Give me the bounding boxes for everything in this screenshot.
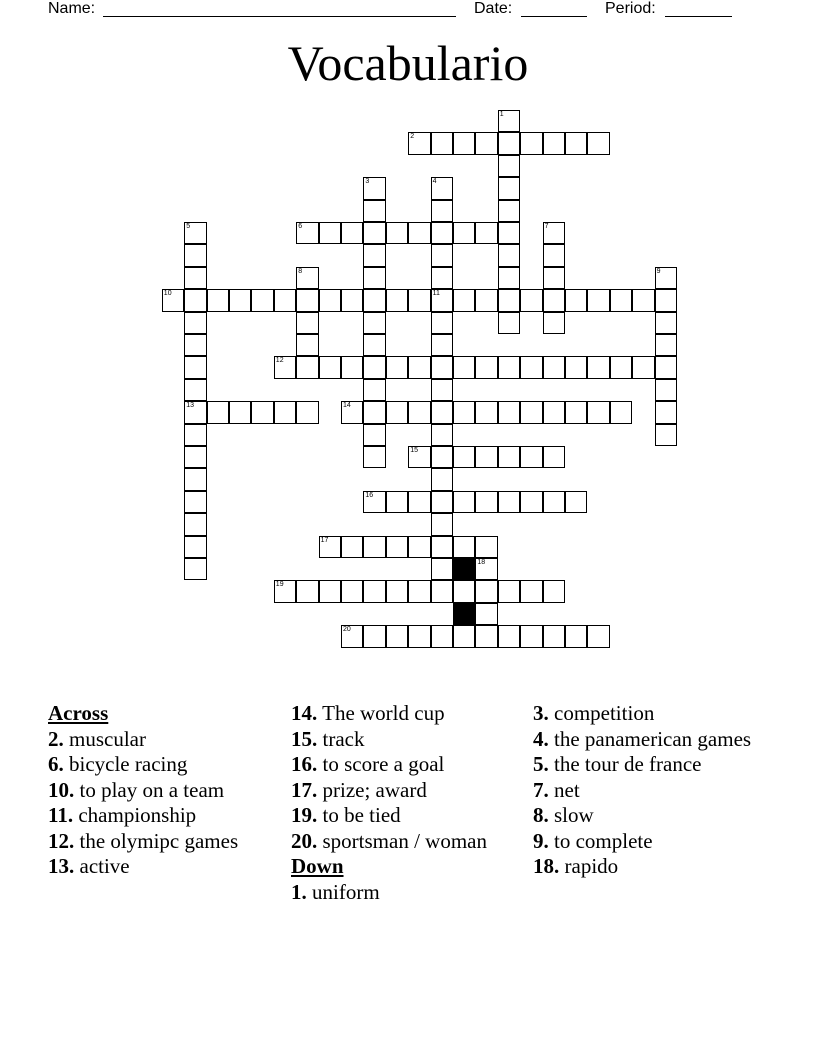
clue-item bbox=[48, 803, 278, 827]
crossword-cell[interactable] bbox=[498, 401, 520, 423]
crossword-cell[interactable] bbox=[296, 401, 318, 423]
crossword-cell[interactable] bbox=[498, 110, 520, 132]
cell-number: 11 bbox=[432, 290, 440, 298]
crossword-cell[interactable] bbox=[184, 513, 206, 535]
crossword-cell[interactable] bbox=[408, 491, 430, 513]
crossword-cell[interactable] bbox=[520, 401, 542, 423]
crossword-cell[interactable] bbox=[587, 356, 609, 378]
crossword-cell[interactable] bbox=[565, 132, 587, 154]
crossword-cell[interactable] bbox=[543, 244, 565, 266]
crossword-cell[interactable] bbox=[363, 625, 385, 647]
crossword-cell[interactable] bbox=[543, 491, 565, 513]
clue-text: the olymipc games bbox=[74, 828, 239, 853]
crossword-cell[interactable] bbox=[431, 424, 453, 446]
crossword-black-cell bbox=[453, 603, 475, 625]
crossword-cell[interactable] bbox=[453, 132, 475, 154]
crossword-cell[interactable] bbox=[386, 580, 408, 602]
clue-text: to be tied bbox=[317, 803, 401, 827]
crossword-black-cell bbox=[453, 558, 475, 580]
crossword-cell[interactable] bbox=[207, 401, 229, 423]
crossword-cell[interactable] bbox=[341, 580, 363, 602]
clue-number: 2. bbox=[48, 726, 64, 751]
clue-text: track bbox=[317, 726, 365, 751]
crossword-cell[interactable] bbox=[408, 401, 430, 423]
clue-text: active bbox=[74, 854, 130, 878]
crossword-cell[interactable] bbox=[498, 222, 520, 244]
crossword-cell[interactable] bbox=[184, 289, 206, 311]
crossword-cell[interactable] bbox=[431, 244, 453, 266]
crossword-cell[interactable] bbox=[543, 625, 565, 647]
crossword-cell[interactable] bbox=[363, 267, 385, 289]
clues-column-2 bbox=[291, 701, 496, 905]
crossword-cell[interactable] bbox=[431, 289, 453, 311]
across-clue-list-continued bbox=[291, 701, 496, 853]
clue-text: bicycle racing bbox=[63, 752, 188, 776]
cell-number: 14 bbox=[343, 402, 351, 410]
crossword-cell[interactable] bbox=[296, 289, 318, 311]
cell-number: 3 bbox=[365, 178, 370, 186]
crossword-cell[interactable] bbox=[184, 401, 206, 423]
crossword-cell[interactable] bbox=[296, 312, 318, 334]
clue-item bbox=[533, 829, 763, 853]
crossword-cell[interactable] bbox=[431, 267, 453, 289]
name-label: Name: bbox=[48, 0, 96, 17]
crossword-cell[interactable] bbox=[386, 401, 408, 423]
clue-number: 1. bbox=[291, 879, 307, 904]
clue-number: 14. bbox=[291, 701, 318, 725]
crossword-cell[interactable] bbox=[363, 334, 385, 356]
crossword-cell[interactable] bbox=[655, 356, 677, 378]
cell-number: 1 bbox=[499, 111, 504, 118]
cell-number: 16 bbox=[365, 491, 374, 499]
crossword-cell[interactable] bbox=[184, 536, 206, 558]
crossword-cell[interactable] bbox=[431, 334, 453, 356]
clue-text: rapido bbox=[559, 854, 619, 878]
cell-number: 19 bbox=[275, 581, 284, 589]
clue-number: 12. bbox=[48, 828, 75, 853]
clue-number: 13. bbox=[48, 854, 75, 878]
crossword-cell[interactable] bbox=[274, 401, 296, 423]
crossword-cell[interactable] bbox=[520, 580, 542, 602]
clue-number: 9. bbox=[533, 828, 549, 853]
clue-text: competition bbox=[548, 701, 655, 725]
clue-number: 10. bbox=[48, 777, 75, 802]
cell-number: 4 bbox=[432, 178, 437, 186]
crossword-cell[interactable] bbox=[408, 536, 430, 558]
crossword-cell[interactable] bbox=[408, 356, 430, 378]
clue-text: the panamerican games bbox=[548, 726, 752, 751]
crossword-cell[interactable] bbox=[386, 491, 408, 513]
clue-text: championship bbox=[73, 803, 197, 827]
crossword-cell[interactable] bbox=[296, 267, 318, 289]
crossword-cell[interactable] bbox=[543, 580, 565, 602]
clue-text: to complete bbox=[548, 828, 653, 853]
cell-number: 20 bbox=[343, 626, 351, 634]
crossword-cell[interactable] bbox=[386, 222, 408, 244]
crossword-cell[interactable] bbox=[363, 200, 385, 222]
crossword-cell[interactable] bbox=[655, 334, 677, 356]
clue-text: to score a goal bbox=[317, 752, 445, 776]
crossword-cell[interactable] bbox=[475, 401, 497, 423]
crossword-cell[interactable] bbox=[184, 446, 206, 468]
crossword-cell[interactable] bbox=[296, 356, 318, 378]
crossword-cell[interactable] bbox=[520, 625, 542, 647]
crossword-cell[interactable] bbox=[453, 625, 475, 647]
crossword-cell[interactable] bbox=[184, 312, 206, 334]
crossword-cell[interactable] bbox=[655, 267, 677, 289]
crossword-cell[interactable] bbox=[184, 424, 206, 446]
clue-text: uniform bbox=[306, 879, 380, 904]
crossword-cell[interactable] bbox=[341, 536, 363, 558]
crossword-cell[interactable] bbox=[229, 401, 251, 423]
crossword-cell[interactable] bbox=[363, 401, 385, 423]
crossword-cell[interactable] bbox=[431, 177, 453, 199]
crossword-cell[interactable] bbox=[587, 401, 609, 423]
cell-number: 12 bbox=[275, 357, 284, 365]
crossword-cell[interactable] bbox=[543, 289, 565, 311]
crossword-cell[interactable] bbox=[363, 446, 385, 468]
across-heading: Across bbox=[48, 701, 109, 725]
crossword-cell[interactable] bbox=[386, 625, 408, 647]
clue-text: the tour de france bbox=[548, 752, 702, 776]
crossword-cell[interactable] bbox=[498, 356, 520, 378]
crossword-cell[interactable] bbox=[655, 401, 677, 423]
crossword-cell[interactable] bbox=[386, 356, 408, 378]
crossword-cell[interactable] bbox=[498, 289, 520, 311]
cell-number: 10 bbox=[163, 290, 172, 298]
crossword-cell[interactable] bbox=[498, 267, 520, 289]
crossword-cell[interactable] bbox=[431, 468, 453, 490]
cell-number: 7 bbox=[544, 223, 549, 230]
crossword-cell[interactable] bbox=[296, 334, 318, 356]
crossword-cell[interactable] bbox=[498, 580, 520, 602]
clue-item bbox=[533, 727, 763, 751]
crossword-cell[interactable] bbox=[655, 312, 677, 334]
clues-column-1 bbox=[48, 701, 278, 880]
period-label: Period: bbox=[605, 0, 656, 17]
crossword-cell[interactable] bbox=[341, 289, 363, 311]
crossword-cell[interactable] bbox=[184, 468, 206, 490]
clue-item bbox=[291, 829, 496, 853]
crossword-cell[interactable] bbox=[610, 401, 632, 423]
across-clue-list bbox=[48, 727, 278, 879]
crossword-cell[interactable] bbox=[565, 289, 587, 311]
clue-number: 18. bbox=[533, 854, 560, 878]
crossword-cell[interactable] bbox=[184, 267, 206, 289]
cell-number: 13 bbox=[186, 402, 194, 410]
crossword-cell[interactable] bbox=[319, 580, 341, 602]
clue-number: 7. bbox=[533, 777, 549, 802]
crossword-cell[interactable] bbox=[162, 289, 184, 311]
crossword-cell[interactable] bbox=[587, 289, 609, 311]
crossword-cell[interactable] bbox=[184, 491, 206, 513]
clue-text: to play on a team bbox=[74, 777, 225, 802]
crossword-cell[interactable] bbox=[565, 356, 587, 378]
crossword-cell[interactable] bbox=[431, 580, 453, 602]
crossword-cell[interactable] bbox=[431, 356, 453, 378]
crossword-cell[interactable] bbox=[632, 289, 654, 311]
crossword-cell[interactable] bbox=[475, 558, 497, 580]
crossword-cell[interactable] bbox=[498, 177, 520, 199]
crossword-cell[interactable] bbox=[363, 491, 385, 513]
cell-number: 18 bbox=[477, 559, 486, 566]
crossword-cell[interactable] bbox=[520, 491, 542, 513]
crossword-cell[interactable] bbox=[341, 625, 363, 647]
clue-item bbox=[533, 854, 763, 878]
crossword-cell[interactable] bbox=[431, 200, 453, 222]
crossword-cell[interactable] bbox=[475, 446, 497, 468]
crossword-cell[interactable] bbox=[431, 222, 453, 244]
crossword-cell[interactable] bbox=[520, 446, 542, 468]
clue-number: 4. bbox=[533, 726, 549, 751]
crossword-cell[interactable] bbox=[453, 356, 475, 378]
crossword-cell[interactable] bbox=[363, 379, 385, 401]
crossword-cell[interactable] bbox=[543, 132, 565, 154]
down-heading: Down bbox=[291, 854, 344, 878]
crossword-cell[interactable] bbox=[543, 267, 565, 289]
down-clue-list bbox=[291, 880, 496, 904]
clue-text: prize; award bbox=[317, 777, 427, 802]
crossword-cell[interactable] bbox=[543, 401, 565, 423]
clue-item bbox=[291, 701, 496, 725]
crossword-cell[interactable] bbox=[431, 491, 453, 513]
crossword-cell[interactable] bbox=[453, 446, 475, 468]
clue-item bbox=[533, 752, 763, 776]
crossword-cell[interactable] bbox=[453, 289, 475, 311]
crossword-cell[interactable] bbox=[363, 222, 385, 244]
crossword-cell[interactable] bbox=[431, 132, 453, 154]
clue-item bbox=[291, 727, 496, 751]
date-label: Date: bbox=[474, 0, 513, 17]
crossword-cell[interactable] bbox=[498, 132, 520, 154]
crossword-cell[interactable] bbox=[184, 558, 206, 580]
crossword-cell[interactable] bbox=[319, 356, 341, 378]
crossword-cell[interactable] bbox=[543, 446, 565, 468]
crossword-cell[interactable] bbox=[475, 289, 497, 311]
crossword-cell[interactable] bbox=[498, 625, 520, 647]
crossword-cell[interactable] bbox=[319, 536, 341, 558]
crossword-cell[interactable] bbox=[655, 379, 677, 401]
crossword-cell[interactable] bbox=[453, 401, 475, 423]
crossword-cell[interactable] bbox=[498, 155, 520, 177]
clue-text: slow bbox=[548, 803, 594, 827]
crossword-cell[interactable] bbox=[520, 289, 542, 311]
crossword-cell[interactable] bbox=[475, 536, 497, 558]
clue-text: sportsman / woman bbox=[317, 828, 487, 853]
crossword-cell[interactable] bbox=[475, 222, 497, 244]
clue-item bbox=[533, 803, 763, 827]
crossword-cell[interactable] bbox=[251, 401, 273, 423]
page-title: Vocabulario bbox=[287, 35, 529, 91]
crossword-cell[interactable] bbox=[363, 424, 385, 446]
crossword-cell[interactable] bbox=[453, 580, 475, 602]
crossword-cell[interactable] bbox=[565, 491, 587, 513]
clue-number: 11. bbox=[48, 803, 74, 827]
clue-item bbox=[48, 778, 278, 802]
clue-number: 3. bbox=[533, 701, 549, 725]
crossword-cell[interactable] bbox=[363, 580, 385, 602]
crossword-cell[interactable] bbox=[431, 379, 453, 401]
clue-item bbox=[291, 880, 496, 904]
clue-text: The world cup bbox=[317, 701, 445, 725]
cell-number: 2 bbox=[410, 133, 415, 141]
clue-item bbox=[48, 854, 278, 878]
crossword-cell[interactable] bbox=[498, 312, 520, 334]
crossword-cell[interactable] bbox=[587, 625, 609, 647]
crossword-cell[interactable] bbox=[610, 289, 632, 311]
crossword-cell[interactable] bbox=[475, 132, 497, 154]
crossword-cell[interactable] bbox=[565, 401, 587, 423]
crossword-cell[interactable] bbox=[184, 379, 206, 401]
crossword-cell[interactable] bbox=[408, 625, 430, 647]
crossword-cell[interactable] bbox=[229, 289, 251, 311]
crossword-cell[interactable] bbox=[431, 625, 453, 647]
crossword-cell[interactable] bbox=[431, 558, 453, 580]
crossword-cell[interactable] bbox=[543, 356, 565, 378]
crossword-cell[interactable] bbox=[520, 132, 542, 154]
cell-number: 8 bbox=[298, 267, 303, 275]
crossword-cell[interactable] bbox=[386, 536, 408, 558]
crossword-cell[interactable] bbox=[363, 356, 385, 378]
crossword-cell[interactable] bbox=[431, 536, 453, 558]
crossword-cell[interactable] bbox=[319, 222, 341, 244]
clue-number: 5. bbox=[533, 752, 549, 776]
clue-number: 6. bbox=[48, 752, 64, 776]
crossword-cell[interactable] bbox=[274, 356, 296, 378]
crossword-cell[interactable] bbox=[543, 222, 565, 244]
clue-number: 15. bbox=[291, 726, 318, 751]
crossword-cell[interactable] bbox=[453, 536, 475, 558]
clue-item bbox=[48, 829, 278, 853]
crossword-cell[interactable] bbox=[475, 625, 497, 647]
crossword-cell[interactable] bbox=[520, 356, 542, 378]
crossword-cell[interactable] bbox=[565, 625, 587, 647]
crossword-cell[interactable] bbox=[498, 446, 520, 468]
crossword-cell[interactable] bbox=[408, 446, 430, 468]
crossword-cell[interactable] bbox=[341, 401, 363, 423]
clue-item bbox=[291, 778, 496, 802]
crossword-cell[interactable] bbox=[453, 491, 475, 513]
cell-number: 5 bbox=[186, 223, 191, 230]
crossword-cell[interactable] bbox=[319, 289, 341, 311]
crossword-cell[interactable] bbox=[363, 177, 385, 199]
crossword-cell[interactable] bbox=[431, 446, 453, 468]
crossword-cell[interactable] bbox=[296, 222, 318, 244]
crossword-cell[interactable] bbox=[431, 401, 453, 423]
cell-number: 17 bbox=[320, 536, 329, 544]
cell-number: 15 bbox=[410, 447, 418, 454]
crossword-cell[interactable] bbox=[408, 132, 430, 154]
clue-number: 8. bbox=[533, 803, 549, 827]
crossword-cell[interactable] bbox=[363, 312, 385, 334]
clue-number: 20. bbox=[291, 828, 318, 853]
crossword-cell[interactable] bbox=[363, 536, 385, 558]
crossword-cell[interactable] bbox=[408, 289, 430, 311]
crossword-cell[interactable] bbox=[408, 222, 430, 244]
clues-column-3 bbox=[533, 701, 763, 880]
clue-item bbox=[48, 752, 278, 776]
crossword-cell[interactable] bbox=[274, 580, 296, 602]
crossword-cell[interactable] bbox=[543, 312, 565, 334]
crossword-cell[interactable] bbox=[655, 424, 677, 446]
crossword-cell[interactable] bbox=[363, 289, 385, 311]
clue-number: 17. bbox=[291, 777, 318, 802]
crossword-cell[interactable] bbox=[587, 132, 609, 154]
crossword-cell[interactable] bbox=[184, 356, 206, 378]
crossword-cell[interactable] bbox=[408, 580, 430, 602]
crossword-cell[interactable] bbox=[341, 356, 363, 378]
clue-item bbox=[291, 752, 496, 776]
crossword-cell[interactable] bbox=[431, 513, 453, 535]
clue-item bbox=[291, 803, 496, 827]
crossword-cell[interactable] bbox=[386, 289, 408, 311]
clue-number: 19. bbox=[291, 803, 318, 827]
crossword-cell[interactable] bbox=[498, 491, 520, 513]
clue-text: muscular bbox=[63, 726, 146, 751]
crossword-cell[interactable] bbox=[363, 244, 385, 266]
crossword-cell[interactable] bbox=[274, 289, 296, 311]
crossword-cell[interactable] bbox=[431, 312, 453, 334]
crossword-cell[interactable] bbox=[632, 356, 654, 378]
crossword-cell[interactable] bbox=[498, 200, 520, 222]
crossword-cell[interactable] bbox=[475, 603, 497, 625]
clue-item bbox=[533, 778, 763, 802]
clue-item bbox=[48, 727, 278, 751]
crossword-cell[interactable] bbox=[184, 222, 206, 244]
down-clue-list-continued bbox=[533, 701, 763, 878]
crossword-cell[interactable] bbox=[498, 244, 520, 266]
crossword-cell[interactable] bbox=[296, 580, 318, 602]
crossword-cell[interactable] bbox=[475, 580, 497, 602]
crossword-cell[interactable] bbox=[184, 244, 206, 266]
crossword-cell[interactable] bbox=[475, 356, 497, 378]
clue-number: 16. bbox=[291, 752, 318, 776]
crossword-cell[interactable] bbox=[655, 289, 677, 311]
crossword-cell[interactable] bbox=[251, 289, 273, 311]
clue-text: net bbox=[548, 777, 580, 802]
crossword-cell[interactable] bbox=[610, 356, 632, 378]
crossword-cell[interactable] bbox=[207, 289, 229, 311]
cell-number: 6 bbox=[298, 223, 303, 230]
clue-item bbox=[533, 701, 763, 725]
cell-number: 9 bbox=[656, 267, 661, 275]
crossword-cell[interactable] bbox=[453, 222, 475, 244]
crossword-cell[interactable] bbox=[475, 491, 497, 513]
crossword-cell[interactable] bbox=[341, 222, 363, 244]
crossword-cell[interactable] bbox=[184, 334, 206, 356]
